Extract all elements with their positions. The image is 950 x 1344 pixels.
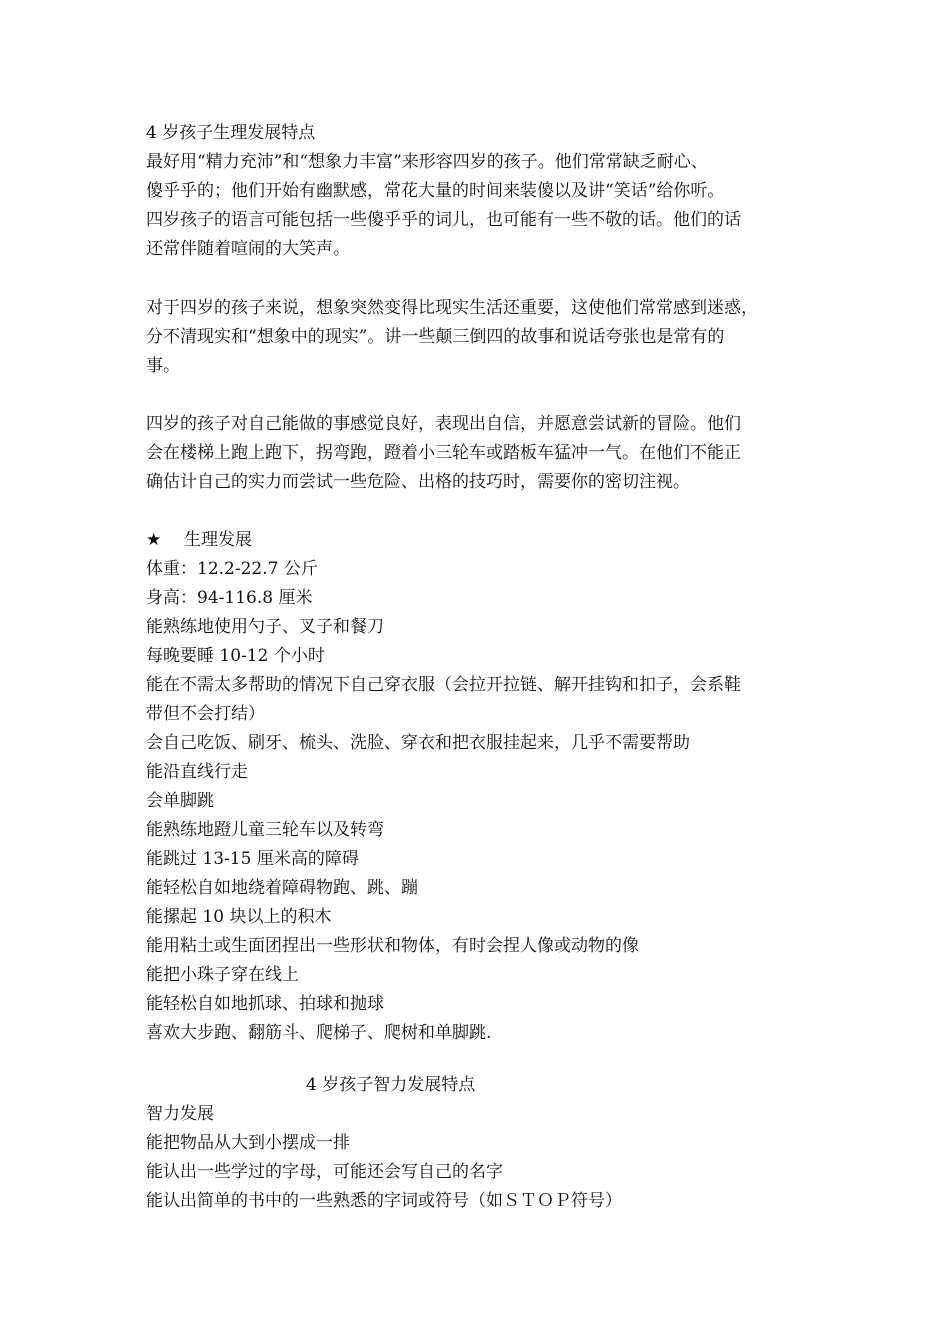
section-intellectual-development (146, 1071, 812, 1216)
list-item: 会自己吃饭、刷牙、梳头、洗脸、穿衣和把衣服挂起来，几乎不需要帮助 (146, 733, 690, 753)
section-heading (146, 526, 812, 555)
list-item: 能在不需太多帮助的情况下自己穿衣服（会拉开拉链、解开挂钩和扣子，会系鞋 (146, 675, 741, 695)
list-item: 能认出简单的书中的一些熟悉的字词或符号（如ＳＴＯＰ符号） (146, 1191, 622, 1211)
list-item: 能把小珠子穿在线上 (146, 965, 299, 985)
paragraph-line: 事。 (146, 356, 180, 376)
paragraph-1 (146, 148, 812, 264)
section-heading: 智力发展 (146, 1104, 214, 1124)
paragraph-line: 四岁的孩子对自己能做的事感觉良好，表现出自信，并愿意尝试新的冒险。他们 (146, 414, 741, 434)
paragraph-line: 还常伴随着喧闹的大笑声。 (146, 239, 350, 259)
document-title: 4 岁孩子生理发展特点 (146, 123, 316, 143)
section-heading-text: 生理发展 (184, 530, 252, 550)
list-item: 能把物品从大到小摆成一排 (146, 1133, 350, 1153)
list-item: 能轻松自如地绕着障碍物跑、跳、蹦 (146, 878, 418, 898)
list-item: 能熟练地使用勺子、叉子和餐刀 (146, 617, 384, 637)
paragraph-line: 最好用“精力充沛”和“想象力丰富”来形容四岁的孩子。他们常常缺乏耐心、 (146, 152, 708, 172)
list-item: 喜欢大步跑、翻筋斗、爬梯子、爬树和单脚跳. (146, 1023, 492, 1043)
list-item: 能用粘土或生面团捏出一些形状和物体，有时会捏人像或动物的像 (146, 936, 639, 956)
list-item: 能熟练地蹬儿童三轮车以及转弯 (146, 820, 384, 840)
list-item: 体重：12.2-22.7 公斤 (146, 559, 318, 579)
paragraph-line: 确估计自己的实力而尝试一些危险、出格的技巧时，需要你的密切注视。 (146, 472, 690, 492)
list-item: 能轻松自如地抓球、拍球和抛球 (146, 994, 384, 1014)
list-item: 带但不会打结） (146, 704, 265, 724)
paragraph-line: 傻乎乎的；他们开始有幽默感，常花大量的时间来装傻以及讲“笑话”给你听。 (146, 181, 725, 201)
list-item: 能认出一些学过的字母，可能还会写自己的名字 (146, 1162, 503, 1182)
paragraph-line: 对于四岁的孩子来说，想象突然变得比现实生活还重要，这使他们常常感到迷惑， (146, 298, 758, 318)
list-item: 能跳过 13-15 厘米高的障碍 (146, 849, 359, 869)
paragraph-line: 分不清现实和“想象中的现实”。讲一些颠三倒四的故事和说话夸张也是常有的 (146, 327, 725, 347)
list-item: 能摞起 10 块以上的积木 (146, 907, 332, 927)
paragraph-line: 会在楼梯上跑上跑下，拐弯跑，蹬着小三轮车或踏板车猛冲一气。在他们不能正 (146, 443, 741, 463)
star-icon: ★ (146, 530, 162, 550)
list-item: 身高：94-116.8 厘米 (146, 588, 313, 608)
paragraph-2 (146, 294, 812, 381)
section-title: 4 岁孩子智力发展特点 (306, 1075, 476, 1095)
section-physical-development (146, 526, 812, 1048)
list-item: 能沿直线行走 (146, 762, 248, 782)
list-item: 会单脚跳 (146, 791, 214, 811)
list-item: 每晚要睡 10-12 个小时 (146, 646, 325, 666)
paragraph-3 (146, 410, 812, 497)
paragraph-line: 四岁孩子的语言可能包括一些傻乎乎的词儿，也可能有一些不敬的话。他们的话 (146, 210, 741, 230)
